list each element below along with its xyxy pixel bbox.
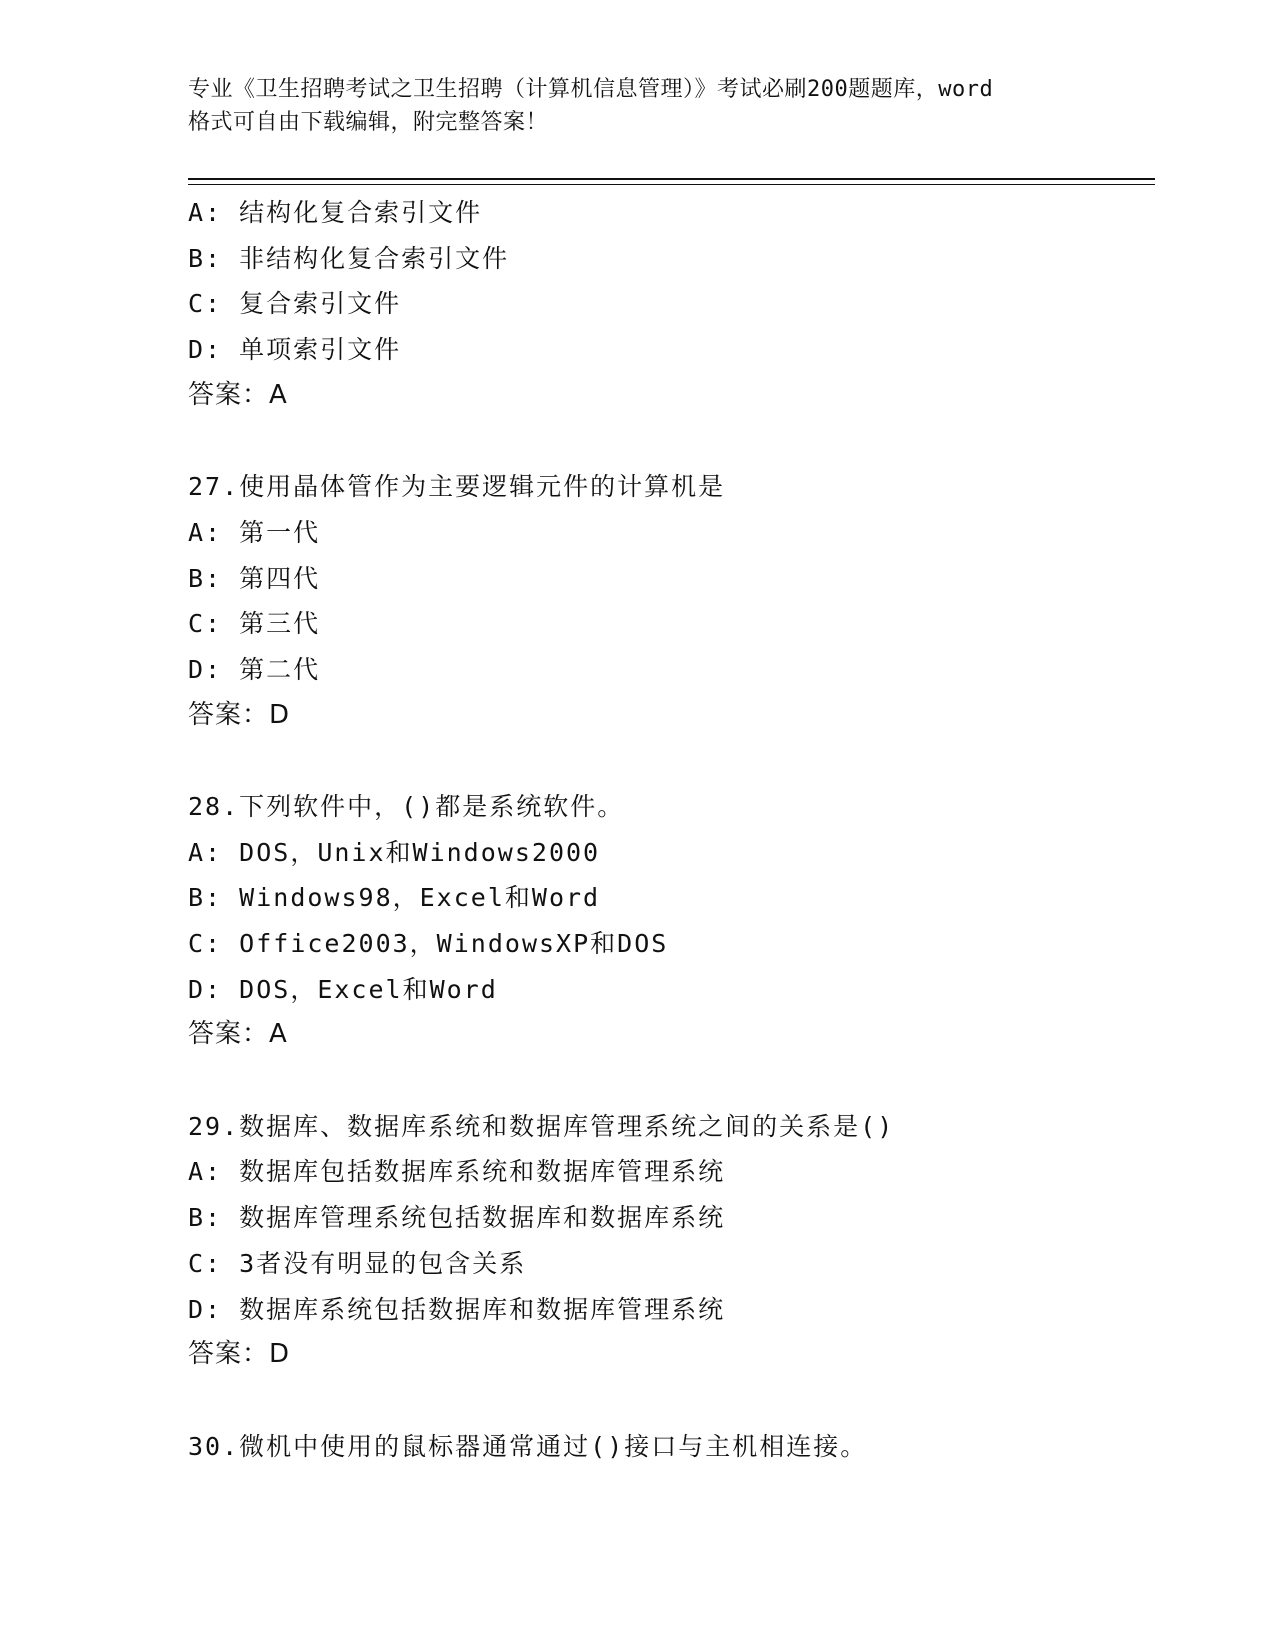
option-text: Windows98，Excel和Word — [239, 883, 601, 913]
option-a — [188, 1149, 1155, 1195]
answer-line: 答案：D — [188, 1339, 291, 1370]
question-text: 30.微机中使用的鼠标器通常通过()接口与主机相连接。 — [188, 1431, 868, 1461]
header-line-1: 专业《卫生招聘考试之卫生招聘（计算机信息管理）》考试必刷200题题库，word — [188, 77, 994, 102]
option-label: A: — [188, 837, 223, 867]
question-block-29 — [188, 1104, 1155, 1424]
option-text: Office2003，WindowsXP和DOS — [239, 929, 669, 958]
option-label: C: — [188, 1248, 223, 1278]
option-label: D: — [188, 1294, 223, 1324]
answer-line: 答案：A — [188, 1019, 288, 1050]
option-label: C: — [188, 609, 223, 639]
option-label: C: — [188, 289, 223, 319]
option-text: 第二代 — [239, 654, 321, 684]
question-block-26 — [188, 190, 1155, 464]
option-label: B: — [188, 1203, 223, 1233]
option-c — [188, 281, 1155, 327]
option-b — [188, 875, 1155, 921]
option-text: 结构化复合索引文件 — [239, 198, 483, 227]
option-b — [188, 556, 1155, 602]
question-text: 29.数据库、数据库系统和数据库管理系统之间的关系是() — [188, 1111, 895, 1141]
option-d — [188, 1287, 1155, 1333]
option-b — [188, 236, 1155, 282]
option-label: A: — [188, 1157, 223, 1187]
option-a — [188, 510, 1155, 556]
question-block-28 — [188, 784, 1155, 1104]
block-spacer — [188, 1378, 1155, 1424]
block-spacer — [188, 1058, 1155, 1104]
option-text: 复合索引文件 — [239, 289, 402, 319]
option-label: A: — [188, 517, 223, 547]
option-text: 第三代 — [239, 609, 321, 639]
option-text: DOS，Unix和Windows2000 — [239, 837, 601, 867]
option-label: D: — [188, 335, 223, 365]
option-c — [188, 1241, 1155, 1287]
document-header — [188, 73, 1088, 139]
option-c — [188, 601, 1155, 647]
answer-line: 答案：D — [188, 699, 291, 730]
question-list — [188, 190, 1155, 1469]
question-text: 27.使用晶体管作为主要逻辑元件的计算机是 — [188, 472, 726, 502]
header-rule-thin — [188, 184, 1155, 185]
option-d — [188, 967, 1155, 1013]
question-text: 28.下列软件中，()都是系统软件。 — [188, 791, 625, 821]
option-text: DOS，Excel和Word — [239, 974, 498, 1004]
option-text: 单项索引文件 — [239, 335, 402, 365]
question-block-27 — [188, 464, 1155, 784]
option-d — [188, 647, 1155, 693]
option-label: B: — [188, 243, 223, 273]
option-text: 第四代 — [239, 563, 321, 593]
option-label: C: — [188, 929, 223, 958]
option-a — [188, 190, 1155, 236]
answer-line: 答案：A — [188, 379, 288, 410]
option-text: 3者没有明显的包含关系 — [239, 1248, 527, 1278]
option-text: 数据库管理系统包括数据库和数据库系统 — [239, 1203, 726, 1233]
option-a — [188, 830, 1155, 876]
block-spacer — [188, 738, 1155, 784]
option-b — [188, 1195, 1155, 1241]
option-text: 非结构化复合索引文件 — [239, 243, 510, 273]
option-label: B: — [188, 563, 223, 593]
header-rule-thick — [188, 178, 1155, 180]
option-label: D: — [188, 654, 223, 684]
block-spacer — [188, 418, 1155, 464]
option-text: 数据库系统包括数据库和数据库管理系统 — [239, 1294, 726, 1324]
option-label: B: — [188, 883, 223, 913]
option-text: 数据库包括数据库系统和数据库管理系统 — [239, 1157, 726, 1187]
option-d — [188, 327, 1155, 373]
option-c — [188, 921, 1155, 967]
question-block-30 — [188, 1424, 1155, 1470]
header-line-2: 格式可自由下载编辑，附完整答案！ — [188, 110, 549, 135]
option-text: 第一代 — [239, 517, 321, 547]
option-label: A: — [188, 198, 223, 227]
option-label: D: — [188, 974, 223, 1004]
